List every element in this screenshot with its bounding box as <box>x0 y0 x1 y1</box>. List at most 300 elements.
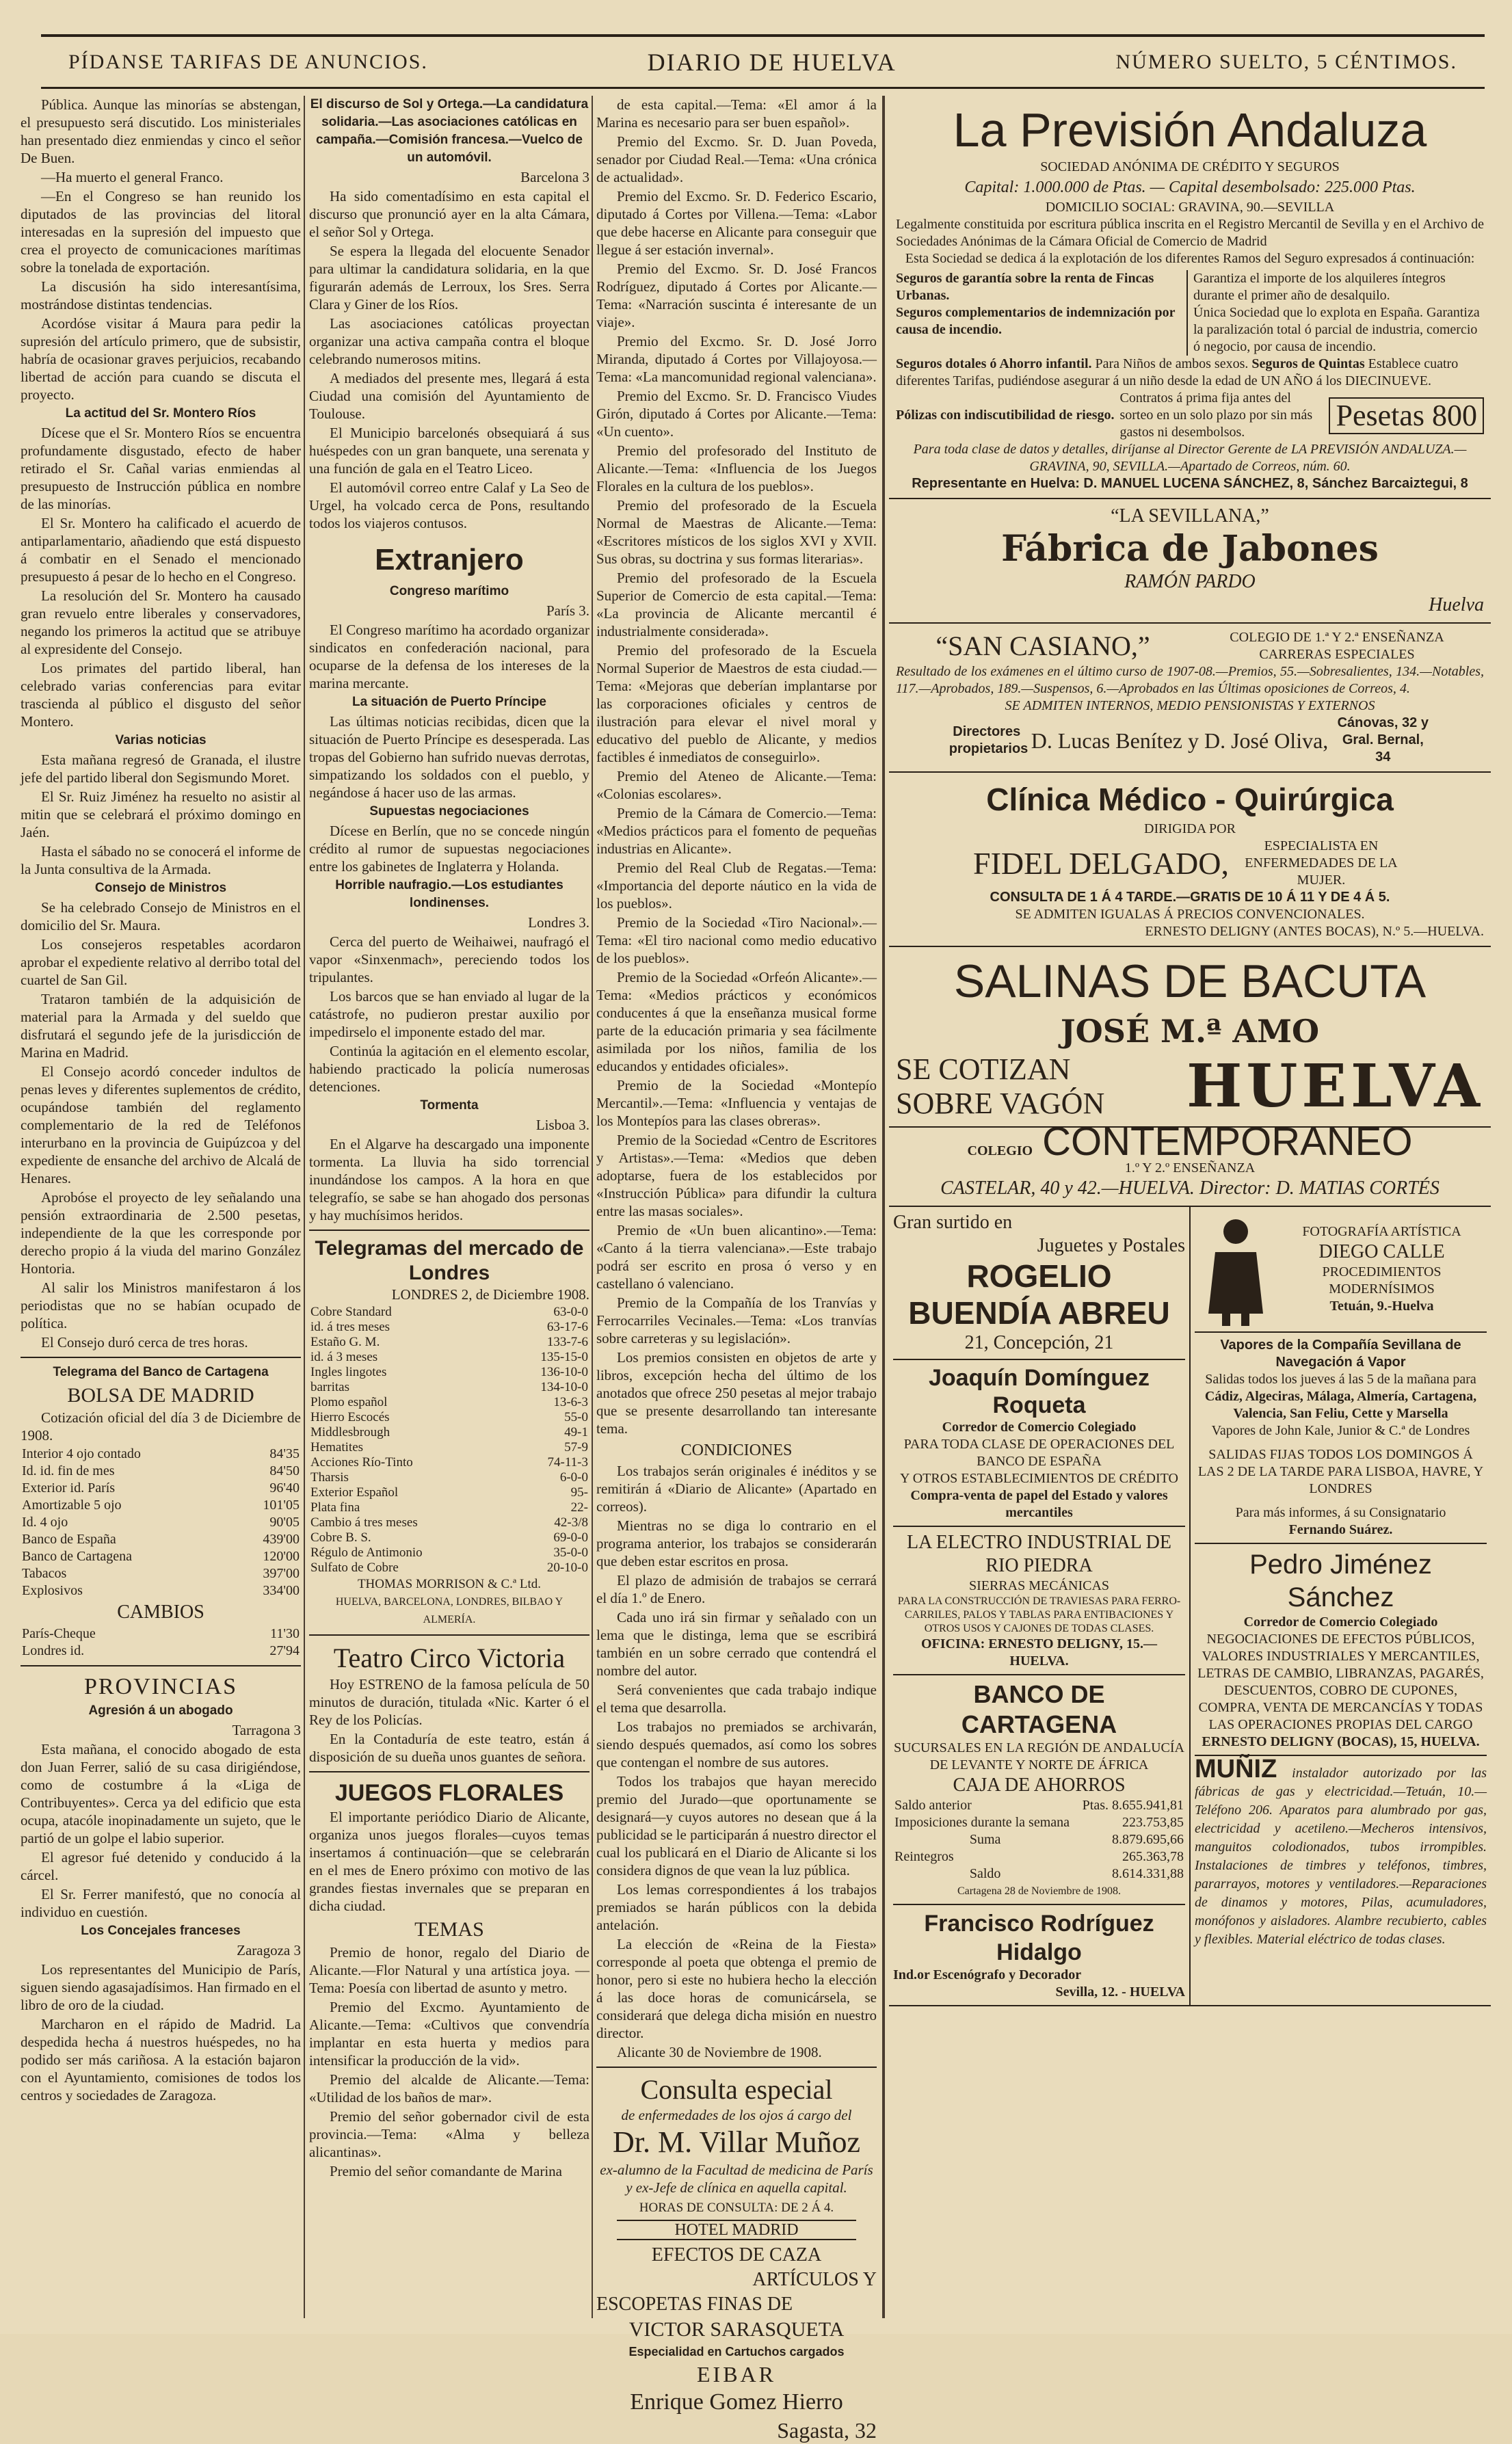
ad-text: OFICINA: ERNESTO DELIGNY, 15.—HUELVA. <box>920 1636 1158 1669</box>
row-label: Tabacos <box>22 1566 67 1581</box>
row-value: 55-0 <box>564 1410 588 1424</box>
ad-title: BANCO DE CARTAGENA <box>961 1680 1117 1738</box>
ad-pedro-jimenez <box>1195 1543 1487 1751</box>
ad-text: Salidas todos los jueves á las 5 de la mañana para <box>1205 1372 1476 1387</box>
table-row <box>309 1455 589 1470</box>
paragraph: —En el Congreso se han reunido los diputados de las provincias del litoral interesadas en la supresión del impuesto que crea el proyecto de comunicaciones marítimas sobre la tonelada de exportación. <box>21 188 301 276</box>
row-value: 90'05 <box>269 1515 300 1530</box>
ad-text: Cánovas, 32 y Gral. Bernal, 34 <box>1337 715 1429 765</box>
row-value: 95- <box>570 1485 588 1500</box>
table-row <box>309 1320 589 1335</box>
paragraph: Esta mañana, el conocido abogado de esta don Juan Ferrer, salió de su casa dirigiéndose, como de costumbre á la «Liga de Contribuyentes». Cerca ya del edificio que esta ocupa, atacóle inopinadamente un sujeto, que le partió de un golpe el labio superior. <box>21 1741 301 1846</box>
table-row <box>21 1625 301 1643</box>
ad-buendia <box>893 1211 1185 1355</box>
paragraph: Premio de «Un buen alicantino».—Tema: «Canto á la tierra valenciana».—Este trabajo podrá ser escrito en prosa ó verso y en castellano ó valenciano. <box>596 1222 877 1292</box>
table-row <box>21 1643 301 1660</box>
paragraph: Premio del señor comandante de Marina <box>330 2163 562 2179</box>
paragraph: Cada uno irá sin firmar y señalado con un lema que le distinga, lema que se escribirá también en un sobre cerrado que contendrá el nombre del autor. <box>596 1609 877 1679</box>
table-row <box>21 1565 301 1582</box>
cambios-table <box>21 1625 301 1660</box>
table-row <box>21 1548 301 1565</box>
paragraph: Todos los trabajos que hayan merecido premio del Jurado—que oportunamente se designará—y cuyos autores no desean que á la publicidad se le participarán á nuestro director el cual los publicará en el Diario de Alicante si los considera dignos de que vean la luz pública. <box>596 1773 877 1878</box>
row-value: 49-1 <box>564 1425 588 1439</box>
ad-rio-piedra <box>893 1526 1185 1670</box>
ad-la-sevillana <box>889 499 1491 624</box>
banco-table <box>893 1797 1185 1883</box>
ad-title: ROGELIO BUENDÍA ABREU <box>908 1258 1170 1331</box>
table-row <box>309 1470 589 1485</box>
ad-text: Huelva <box>1429 594 1484 615</box>
row-label: id. á 3 meses <box>310 1350 378 1364</box>
ad-text: Seguros complementarios de indemnización por causa de incendio. <box>896 304 1188 356</box>
provincias-title: PROVINCIAS <box>83 1674 238 1699</box>
paragraph: de esta capital.—Tema: «El amor á la Marina es necesario para ser buen español». <box>596 96 877 131</box>
ad-sagasta: Sagasta, 32 <box>777 2418 877 2443</box>
ad-text: CONSULTA DE 1 Á 4 TARDE.—GRATIS DE 10 Á 11 Y DE 4 Á 5. <box>990 890 1390 905</box>
paragraph: Hoy ESTRENO de la famosa película de 50 minutos de duración, titulada «Nic. Karter ó el Rey de los Policías. <box>309 1676 589 1728</box>
row-value: 439'00 <box>263 1532 300 1547</box>
ad-text: Ind.or Escenógrafo y Decorador <box>893 1967 1082 1982</box>
ad-text: Para Niños de ambos sexos. <box>1095 356 1249 371</box>
row-label: Acciones Río-Tinto <box>310 1455 413 1470</box>
paragraph: Marcharon en el rápido de Madrid. La despedida hecha á nuestros huéspedes, no ha podido ser más cariñosa. A la estación bajaron con el Ayuntamiento, comisiones de todos los centros y sociedades de Zaragoza. <box>21 2016 301 2103</box>
row-value: 101'05 <box>263 1498 300 1513</box>
paragraph: En la Contaduría de este teatro, están á disposición de su dueña unos guantes de señora. <box>309 1731 589 1765</box>
subheading: Consejo de Ministros <box>94 881 227 895</box>
paragraph: Premio de la Sociedad «Centro de Escritores y Artistas».—Tema: «Medios que deben adoptarse, fuera de los establecidos por «Instrucción Pública» para difundir la cultura entre las masas sociales». <box>596 1132 877 1219</box>
ad-consulta-sub: de enfermedades de los ojos á cargo del <box>621 2107 852 2123</box>
ad-title: LA ELECTRO INDUSTRIAL DE RIO PIEDRA <box>906 1532 1172 1576</box>
row-value: 8.879.695,66 <box>1112 1832 1184 1847</box>
paragraph: Se espera la llegada del elocuente Senador para ultimar la candidatura solidaria, en la que figurarán además de Lerroux, los Sres. Serra Clara y Giner de los Ríos. <box>309 243 589 313</box>
ad-text: Seguros dotales ó Ahorro infantil. <box>896 356 1092 371</box>
ad-text: Tetuán, 9.-Huelva <box>1329 1299 1434 1314</box>
paragraph: Dícese en Berlín, que no se concede ningún crédito al rumor de supuestas negociaciones entre los gabinetes de Inglaterra y Holanda. <box>309 823 589 875</box>
row-value: 397'00 <box>263 1566 300 1581</box>
paragraph: La discusión ha sido interesantísima, mostrándose distintas tendencias. <box>21 278 301 313</box>
paragraph: El Municipio barcelonés obsequiará á sus huéspedes con un gran banquete, una serenata y una función de gala en el Teatro Liceo. <box>309 425 589 477</box>
row-label: Banco de Cartagena <box>22 1549 133 1564</box>
row-value: 120'00 <box>263 1549 300 1564</box>
masthead-right: NÚMERO SUELTO, 5 CÉNTIMOS. <box>1115 50 1457 73</box>
paragraph: Los consejeros respetables acordaron aprobar el expediente relativo al derribo total del cuartel de San Gil. <box>21 936 301 988</box>
paragraph: En el Algarve ha descargado una imponente tormenta. La lluvia ha sido torrencial inundándose los campos. A la hora en que telegrafío, se sabe se han ahogado dos personas y hay muchísimos heridos. <box>309 1136 589 1223</box>
ad-text: Resultado de los exámenes en el último curso de 1907-08.—Premios, 55.—Sobresalientes, 134.—Notables, 117.—Aprobados, 189.—Suspensos, 6.—Aprobados en las Últimas oposiciones de Correos, 4. <box>896 664 1484 696</box>
ad-text: Establece cuatro diferentes Tarifas, pudiéndose asegurar á un niño desde la edad de UN AÑO á los DIECINUEVE. <box>896 356 1459 388</box>
ad-text: COLEGIO DE 1.ª Y 2.ª ENSEÑANZA <box>1230 630 1444 645</box>
paragraph: El Congreso marítimo ha acordado organizar sindicatos en confederación nacional, para ocuparse de la defensa de los intereses de la marina mercante. <box>309 622 589 691</box>
ad-text: Esta Sociedad se dedica á la explotación de los diferentes Ramos del Seguro expresados á continuación: <box>905 251 1475 266</box>
advertisements-column <box>889 96 1491 2318</box>
subheading: Agresión á un abogado <box>88 1703 233 1718</box>
ad-text: Representante en Huelva: D. MANUEL LUCENA SÁNCHEZ, 8, Sánchez Barcaiztegui, 8 <box>912 476 1468 491</box>
ad-text: FIDEL DELGADO, <box>973 845 1229 881</box>
paragraph: Premio del profesorado del Instituto de Alicante.—Tema: «Influencia de los Juegos Florales en la cultura de los pueblos». <box>596 442 877 494</box>
paragraph: Premio del Ateneo de Alicante.—Tema: «Colonias escolares». <box>596 768 877 802</box>
paragraph: El agresor fué detenido y conducido á la cárcel. <box>21 1849 301 1883</box>
paragraph: Pública. Aunque las minorías se abstengan, el presupuesto será discutido. Los ministeriales han presentado diez enmiendas y cinco el señor De Buen. <box>21 96 301 166</box>
paragraph: Premio del profesorado de la Escuela Normal de Maestras de Alicante.—Tema: «Escritores místicos de los siglos XVI y XVII. Sus obras, su doctrina y sus formas literarias». <box>596 497 877 567</box>
section-heading: Extranjero <box>375 543 524 576</box>
ad-text: D. Lucas Benítez y D. José Oliva, <box>1031 728 1329 753</box>
ad-text: NEGOCIACIONES DE EFECTOS PÚBLICOS, VALORES INDUSTRIALES Y MERCANTILES, LETRAS DE CAMBIO, LIBRANZAS, PAGARÉS, DESCUENTOS, COBRO DE CUPONES, COMPRA, VENTA DE MERCANCÍAS Y TODAS LAS OPERACIONES PROPIAS DEL CARGO <box>1197 1632 1484 1732</box>
paragraph: Premio de la Sociedad «Montepío Mercantil».—Tema: «Influencia y ventajas de los Montepíos para las clases obreras». <box>596 1077 877 1129</box>
table-row <box>21 1480 301 1497</box>
row-value: 136-10-0 <box>540 1365 588 1379</box>
dateline: Lisboa 3. <box>535 1117 589 1133</box>
row-label: Banco de España <box>22 1532 116 1547</box>
divider <box>309 1634 589 1636</box>
table-row <box>309 1545 589 1560</box>
paragraph: Premio de la Sociedad «Orfeón Alicante».—Tema: «Medios prácticos y económicos conducentes á que la enseñanza musical forme parte de la educación primaria y sea fácilmente asimilada por los niños, familia de los educandos y entidades oficiales». <box>596 969 877 1074</box>
row-label: Cobre Standard <box>310 1305 392 1319</box>
row-label: Explosivos <box>22 1583 83 1598</box>
paragraph: —Ha muerto el general Franco. <box>41 169 224 185</box>
ad-text: Cádiz, Algeciras, Málaga, Almería, Cartagena, Valencia, San Feliu, Cette y Marsella <box>1204 1389 1477 1421</box>
table-row <box>309 1410 589 1425</box>
ad-text: SE COTIZAN <box>896 1052 1071 1086</box>
ad-text: Corredor de Comercio Colegiado <box>942 1420 1137 1435</box>
ad-text: PARA TODA CLASE DE OPERACIONES DEL BANCO DE ESPAÑA <box>903 1437 1175 1469</box>
table-row <box>309 1335 589 1350</box>
paragraph: Se ha celebrado Consejo de Ministros en el domicilio del Sr. Maura. <box>21 899 301 933</box>
ad-doctor-name: Dr. M. Villar Muñoz <box>613 2125 860 2159</box>
ad-hotel: HOTEL MADRID <box>617 2220 856 2240</box>
table-row <box>309 1380 589 1395</box>
paragraph: Mientras no se diga lo contrario en el programa anterior, los trabajos se considerarán que deben estar escritos en prosa. <box>596 1517 877 1569</box>
ad-text: CAJA DE AHORROS <box>953 1775 1126 1796</box>
row-label: Tharsis <box>310 1470 349 1485</box>
column-1 <box>21 96 301 2318</box>
ad-text: SOCIEDAD ANÓNIMA DE CRÉDITO Y SEGUROS <box>1040 159 1340 174</box>
ad-text: Garantiza el importe de los alquileres íntegros durante el primer año de desalquilo. <box>1193 271 1446 303</box>
masthead-left: PÍDANSE TARIFAS DE ANUNCIOS. <box>68 50 428 73</box>
row-value: 57-9 <box>564 1440 588 1455</box>
paragraph: Los primates del partido liberal, han celebrado varias conferencias para evitar trascienda al público el disgusto del señor Montero. <box>21 660 301 730</box>
divider <box>21 1665 301 1666</box>
paragraph: Los trabajos no premiados se archivarán, siendo después quemados, así como los sobres que contengan el nombre de sus autores. <box>596 1718 877 1770</box>
ad-foto-calle <box>1195 1211 1487 1327</box>
ad-text: 21, Concepción, 21 <box>964 1332 1114 1353</box>
paragraph: Los lemas correspondientes á los trabajos premiados se harán públicos con la debida antelación. <box>596 1881 877 1933</box>
paragraph: Esta mañana regresó de Granada, el ilustre jefe del partido liberal don Segismundo Moret. <box>21 752 301 786</box>
paragraph: Al salir los Ministros manifestaron á los periodistas que no se habían ocupado de política. <box>21 1279 301 1331</box>
ad-text: DOMICILIO SOCIAL: GRAVINA, 90.—SEVILLA <box>1045 200 1335 215</box>
paragraph: Los representantes del Municipio de París, siguen siendo agasajadísimos. Han firmado en el libro de oro de la ciudad. <box>21 1961 301 2013</box>
table-row <box>309 1560 589 1576</box>
ad-title: CONTEMPORANEO <box>1042 1119 1413 1164</box>
paragraph: Premio del Excmo. Sr. D. Francisco Viudes Girón, diputado á Cortes por Alicante.—Tema: «Un cuento». <box>596 388 877 440</box>
ad-text: Cartagena 28 de Noviembre de 1908. <box>957 1885 1122 1897</box>
subheading: La situación de Puerto Príncipe <box>352 695 546 709</box>
ad-efectos: EFECTOS DE CAZA <box>651 2244 822 2266</box>
paragraph: Premio del Excmo. Sr. D. Federico Escario, diputado á Cortes por Villena.—Tema: «Labor que debe hacerse en Alicante para conseguir que llegue á ser estación invernal». <box>596 188 877 258</box>
row-value: 42-3/8 <box>554 1515 588 1530</box>
table-row <box>21 1514 301 1531</box>
table-row <box>21 1446 301 1463</box>
row-value: 223.753,85 <box>1122 1815 1184 1830</box>
paragraph: Premio del alcalde de Alicante.—Tema: «Utilidad de los baños de mar». <box>309 2071 589 2106</box>
row-label: Régulo de Antimonio <box>310 1545 423 1560</box>
table-row <box>21 1582 301 1599</box>
masthead <box>41 34 1485 89</box>
table-row <box>893 1831 1185 1848</box>
paragraph: Los premios consisten en objetos de arte y libros, excepción hecha del último de los anotados que ofrece 250 pesetas al mejor trabajo que se presente desarrollando tan interesante tema. <box>596 1349 877 1437</box>
row-label: Amortizable 5 ojo <box>22 1498 122 1513</box>
paragraph: Cerca del puerto de Weihaiwei, naufragó el vapor «Sinxenmach», pereciendo todos los tripulantes. <box>309 933 589 985</box>
ad-text: Pólizas con indiscutibilidad de riesgo. <box>896 408 1115 423</box>
column-divider <box>592 96 593 2318</box>
row-value: 96'40 <box>269 1480 300 1496</box>
table-row <box>21 1463 301 1480</box>
paragraph: El Consejo acordó conceder indultos de penas leves y diferentes suplementos de crédito, ocupándose también del reglamento complementario de la red de Teléfonos interurbano en la provincia de Guipúzcoa y del expediente de ensanche del archivo de Alcalá de Henares. <box>21 1063 301 1186</box>
subheading: Telegrama del Banco de Cartagena <box>53 1365 269 1379</box>
column-divider <box>882 96 885 2318</box>
ad-efectos: ESCOPETAS FINAS DE <box>596 2294 793 2315</box>
paragraph: Premio del Excmo. Sr. D. José Jorro Miranda, diputado á Cortes por Villajoyosa.—Tema: «La mancomunidad regional valenciana». <box>596 333 877 385</box>
ad-hierro: Enrique Gomez Hierro <box>630 2389 843 2415</box>
ad-muniz <box>1195 1755 1487 1948</box>
ad-text: Capital: 1.000.000 de Ptas. — Capital desembolsado: 225.000 Ptas. <box>964 178 1416 196</box>
ad-title: SALINAS DE BACUTA <box>953 955 1427 1007</box>
ad-text: Gran surtido en <box>893 1212 1013 1233</box>
ad-text: MODERNÍSIMOS <box>1329 1281 1435 1297</box>
divider <box>21 1357 301 1358</box>
ad-efectos: ARTÍCULOS Y <box>752 2269 877 2290</box>
paragraph: Premio del profesorado de la Escuela Normal Superior de Maestros de esta ciudad.—Tema: «Mejoras que deberían implantarse por las corporaciones oficiales y centros de ilustración para elevar el nivel moral y educativo del pueblo de Alicante, y medios factibles é inmediatos de conseguirlo». <box>596 642 877 765</box>
row-label: Sulfato de Cobre <box>310 1560 399 1575</box>
paragraph: A mediados del presente mes, llegará á esta Ciudad una comisión del Ayuntamiento de Toulouse. <box>309 370 589 422</box>
ad-contemporaneo <box>889 1119 1491 1207</box>
paragraph: Será convenientes que cada trabajo indique el tema que desarrolla. <box>596 1682 877 1716</box>
paragraph: Premio del Excmo. Ayuntamiento de Alicante.—Tema: «Cultivos que convendría implantar en esta huerta y medios para intensificar la producción de la vid». <box>309 1999 589 2069</box>
ad-text: CARRERAS ESPECIALES <box>1259 647 1415 662</box>
photographer-illustration-icon <box>1195 1211 1277 1327</box>
row-value: 27'94 <box>269 1643 300 1658</box>
telegrams-table <box>309 1305 589 1576</box>
column-2 <box>309 96 589 2318</box>
row-label: Interior 4 ojo contado <box>22 1446 141 1461</box>
table-row <box>309 1530 589 1545</box>
paragraph: Los barcos que se han enviado al lugar de la catástrofe, no pudieron prestar auxilio por impedirselo el imponente estado del mar. <box>309 988 589 1040</box>
paragraph: Premio de la Sociedad «Tiro Nacional».—Tema: «El tiro nacional como medio educativo de los pueblos». <box>596 914 877 966</box>
paragraph: El plazo de admisión de trabajos se cerrará el día 1.º de Enero. <box>596 1572 877 1606</box>
ad-title: “SAN CASIANO,” <box>936 630 1150 661</box>
telegrams-firm-cities: HUELVA, BARCELONA, LONDRES, BILBAO Y ALMERÍA. <box>335 1596 563 1625</box>
column-divider <box>304 96 305 2318</box>
row-value: 74-11-3 <box>547 1455 588 1470</box>
ad-title: MUÑIZ <box>1195 1755 1277 1783</box>
row-label: Exterior id. París <box>22 1480 116 1496</box>
divider <box>309 1230 589 1231</box>
row-label: Saldo anterior <box>894 1798 972 1813</box>
ad-text: ESPECIALISTA EN ENFERMEDADES DE LA MUJER. <box>1245 838 1398 888</box>
masthead-title: DIARIO DE HUELVA <box>647 48 897 76</box>
row-value: 11'30 <box>270 1626 300 1641</box>
table-row <box>309 1440 589 1455</box>
ad-text: Para más informes, á su Consignatario <box>1235 1505 1446 1520</box>
dateline: París 3. <box>546 602 589 619</box>
table-row <box>309 1350 589 1365</box>
ad-text: Legalmente constituida por escritura pública inscrita en el Registro Mercantil de Sevilla y en el Archivo de Sociedades Anónimas de la Cámara Oficial de Comercio de Madrid <box>896 217 1484 249</box>
row-value: 63-17-6 <box>546 1320 588 1334</box>
row-label: barritas <box>310 1380 349 1394</box>
ad-salinas <box>889 947 1491 1128</box>
dateline: Londres 3. <box>528 914 589 931</box>
ad-text: JOSÉ M.ª AMO <box>1060 1013 1320 1050</box>
paragraph: El automóvil correo entre Calaf y La Seo de Urgel, ha volcado cerca de Pons, resultando todos los viajeros contusos. <box>309 479 589 531</box>
row-value: 334'00 <box>263 1583 300 1598</box>
row-value: 63-0-0 <box>553 1305 588 1319</box>
ad-clinica <box>889 773 1491 947</box>
ad-title: Vapores de la Compañía Sevillana de Navegación á Vapor <box>1220 1338 1461 1370</box>
ad-consulta-title: Consulta especial <box>640 2074 833 2105</box>
ad-text: Y OTROS ESTABLECIMIENTOS DE CRÉDITO <box>900 1471 1178 1486</box>
paragraph: El Sr. Ruiz Jiménez ha resuelto no asistir al mitin que se celebrará el próximo domingo en Jaén. <box>21 788 301 840</box>
section-heading: CONDICIONES <box>680 1442 793 1459</box>
ad-text: DIRIGIDA POR <box>1144 821 1236 836</box>
paragraph: Alicante 30 de Noviembre de 1908. <box>617 2044 822 2060</box>
subheading: Varias noticias <box>115 733 207 747</box>
subheading: Supuestas negociaciones <box>369 804 529 819</box>
ad-text: instalador autorizado por las fábricas de gas y electricidad.—Tetuán, 10.—Teléfono 206. Aparatos para alumbrado por gas, electricidad y acetileno.—Mecheros intensivos, manguitos colodionados, tubos irrompibles. Instalaciones de timbres y teléfonos, timbres, pararrayos, motores y ventiladores.—Reparaciones de dinamos y motores, Pilas, acumuladores, monófonos y aisladores. Alambre recubierto, cables y flexibles. Material eléctrico de todas clases. <box>1195 1766 1487 1947</box>
ad-text: Corredor de Comercio Colegiado <box>1243 1615 1438 1630</box>
ad-text: Fernando Suárez. <box>1288 1522 1393 1537</box>
row-value: 84'35 <box>269 1446 300 1461</box>
paragraph: Dícese que el Sr. Montero Ríos se encuentra profundamente disgustado, efecto de haber retirado el Sr. Cañal varias enmiendas al presupuesto de Instrucción pública en nombre de las minorías. <box>21 425 301 512</box>
row-value: 134-10-0 <box>540 1380 588 1394</box>
paragraph: Premio de la Cámara de Comercio.—Tema: «Medios prácticos para el fomento de pequeñas industrias en Alicante». <box>596 805 877 857</box>
paragraph: Premio del Excmo. Sr. D. José Francos Rodríguez, diputado á Cortes por Alicante.—Tema: «Narración suscinta é interesante de un viaje». <box>596 261 877 330</box>
row-label: Id. id. fin de mes <box>22 1463 115 1478</box>
ad-title: Francisco Rodríguez Hidalgo <box>924 1911 1154 1965</box>
telegrams-firm: THOMAS MORRISON & C.ª Ltd. <box>357 1577 542 1591</box>
ad-san-casiano <box>889 624 1491 773</box>
ad-roqueta <box>893 1359 1185 1522</box>
subheading: Tormenta <box>420 1098 479 1113</box>
ad-text: Compra-venta de papel del Estado y valores mercantiles <box>910 1488 1168 1520</box>
row-value: 265.363,78 <box>1122 1849 1184 1864</box>
ad-doctor-sub: ex-alumno de la Facultad de medicina de París y ex-Jefe de clínica en aquella capital. <box>600 2162 873 2196</box>
subheading: La actitud del Sr. Montero Ríos <box>65 406 256 421</box>
ad-title: Fábrica de Jabones <box>1001 528 1379 570</box>
ad-banco-cartagena <box>893 1674 1185 1900</box>
ad-price: Pesetas 800 <box>1329 397 1484 434</box>
ad-text: PARA LA CONSTRUCCIÓN DE TRAVIESAS PARA FERRO-CARRILES, PALOS Y TABLAS PARA ENTIBACIONES Y OTROS USOS Y CAJONES DE TODAS CLASES. <box>897 1595 1181 1634</box>
section-heading: Teatro Circo Victoria <box>333 1643 566 1673</box>
paragraph: La elección de «Reina de la Fiesta» corresponde al poeta que obtenga el premio de honor, pero si este no hubiera hecho la elección á las doce horas de comunicársela, se considerará que delega dicha misión en nuestro director. <box>596 1936 877 2041</box>
ad-prevision-andaluza <box>889 96 1491 499</box>
row-value: Ptas. 8.655.941,81 <box>1082 1798 1184 1813</box>
ad-title: Clínica Médico - Quirúrgica <box>986 782 1394 817</box>
paragraph: Premio del Real Club de Regatas.—Tema: «Importancia del deporte náutico en la vida de los pueblos». <box>596 860 877 912</box>
section-heading: JUEGOS FLORALES <box>334 1780 564 1806</box>
row-value: 69-0-0 <box>553 1530 588 1545</box>
ad-text: SE ADMITEN INTERNOS, MEDIO PENSIONISTAS Y EXTERNOS <box>1005 698 1375 713</box>
ad-text: Directores propietarios <box>949 723 1029 756</box>
table-row <box>21 1497 301 1514</box>
dateline: Tarragona 3 <box>232 1722 301 1738</box>
subheading: Congreso marítimo <box>389 584 509 598</box>
table-row <box>309 1305 589 1320</box>
ad-text: Seguros de Quintas <box>1251 356 1365 371</box>
paragraph: Premio del profesorado de la Escuela Superior de Comercio de esta capital.—Tema: «La provincia de Alicante mercantil é industrialmente considerada». <box>596 570 877 639</box>
ad-text: Seguros de garantía sobre la renta de Fincas Urbanas. <box>896 270 1188 304</box>
paragraph: El Sr. Montero ha calificado el acuerdo de antiparlamentario, añadiendo que está dispuesto á combatir en el Senado el mencionado presupuesto á pesar de lo hecho en el Congreso. <box>21 515 301 585</box>
paragraph: Cotización oficial del día 3 de Diciembre de 1908. <box>21 1409 301 1444</box>
row-label: Londres id. <box>22 1643 85 1658</box>
paragraph: Las últimas noticias recibidas, dicen que la situación de Puerto Príncipe es desesperada. Las tropas del Gobierno han sufrido nuevas derrotas, simpatizando los soldados con el pueblo, y negándose á hacer uso de las armas. <box>309 713 589 801</box>
divider <box>596 2067 877 2068</box>
ad-title: Joaquín Domínguez Roqueta <box>929 1365 1150 1418</box>
row-label: Id. 4 ojo <box>22 1515 68 1530</box>
dateline: Zaragoza 3 <box>237 1942 301 1958</box>
paragraph: Premio de honor, regalo del Diario de Alicante.—Flor Natural y una artística joya. —Tema: Poesía con libertad de asunto y metro. <box>309 1944 589 1996</box>
ad-text: PROCEDIMIENTOS <box>1322 1264 1442 1279</box>
row-label: Estaño G. M. <box>310 1335 380 1349</box>
dateline: Barcelona 3 <box>520 169 589 185</box>
paragraph: Los trabajos serán originales é inéditos y se remitirán á «Diario de Alicante» (Apartado en correos). <box>596 1463 877 1515</box>
row-value: 135-15-0 <box>540 1350 588 1364</box>
column-3 <box>596 96 877 2443</box>
subheading: Los Concejales franceses <box>81 1924 241 1938</box>
paragraph: Premio del señor gobernador civil de esta provincia.—Tema: «Alma y belleza alicantinas». <box>309 2108 589 2160</box>
row-label: Cambio á tres meses <box>310 1515 418 1530</box>
ad-eibar: EIBAR <box>697 2362 776 2387</box>
row-label: Saldo <box>969 1866 1001 1881</box>
paragraph: La resolución del Sr. Montero ha causado gran revuelo entre liberales y conservadores, negando los primeros la actitud que se atribuye al expresidente del Consejo. <box>21 587 301 657</box>
row-value: 8.614.331,88 <box>1112 1866 1184 1881</box>
paragraph: Premio del Excmo. Sr. D. Juan Poveda, senador por Ciudad Real.—Tema: «Una crónica de actualidad». <box>596 133 877 185</box>
row-label: Plomo español <box>310 1395 388 1409</box>
row-value: 6-0-0 <box>559 1470 588 1485</box>
ad-text: RAMÓN PARDO <box>1124 571 1256 592</box>
ad-text: COLEGIO <box>967 1143 1033 1158</box>
row-value: 35-0-0 <box>553 1545 588 1560</box>
row-label: Hematites <box>310 1440 364 1455</box>
ad-text: Juguetes y Postales <box>1037 1235 1185 1256</box>
paragraph: El Consejo duró cerca de tres horas. <box>41 1334 248 1351</box>
ad-hidalgo <box>893 1904 1185 2001</box>
telegrams-title: Telegramas del mercado de Londres <box>315 1237 584 1284</box>
ad-vapores <box>1195 1331 1487 1539</box>
row-label: Suma <box>969 1832 1001 1847</box>
paragraph: Hasta el sábado no se conocerá el informe de la Junta consultiva de la Armada. <box>21 843 301 877</box>
row-label: Ingles lingotes <box>310 1365 387 1379</box>
ad-text: ERNESTO DELIGNY (ANTES BOCAS), N.º 5.—HUELVA. <box>1145 924 1484 939</box>
ad-title: La Previsión Andaluza <box>953 103 1427 157</box>
ad-hours: HORAS DE CONSULTA: DE 2 Á 4. <box>639 2201 834 2215</box>
paragraph: El Sr. Ferrer manifestó, que no conocía al individuo en cuestión. <box>21 1886 301 1920</box>
row-value: 84'50 <box>269 1463 300 1478</box>
paragraph: Continúa la agitación en el elemento escolar, habiendo practicado la policía numerosas detenciones. <box>309 1043 589 1095</box>
ad-text: SE ADMITEN IGUALAS Á PRECIOS CONVENCIONALES. <box>1015 907 1365 922</box>
table-row <box>893 1865 1185 1883</box>
ad-text: HUELVA <box>1186 1052 1484 1121</box>
ad-title: DIEGO CALLE <box>1318 1241 1445 1262</box>
paragraph: Trataron también de la adquisición de material para la Armada y del sueldo que disfrutará el segundo jefe de la jurisdicción de Marina en Madrid. <box>21 991 301 1061</box>
table-row <box>309 1500 589 1515</box>
subheading: Horrible naufragio.—Los estudiantes londinenses. <box>335 878 563 910</box>
ad-row <box>889 1207 1491 2006</box>
row-label: París-Cheque <box>22 1626 96 1641</box>
ad-sarasqueta: VICTOR SARASQUETA <box>628 2318 845 2341</box>
paragraph: Las asociaciones católicas proyectan organizar una activa campaña contra el bloque celebrando numerosos mitins. <box>309 315 589 367</box>
row-label: Reintegros <box>894 1849 954 1864</box>
row-label: Cobre B. S. <box>310 1530 371 1545</box>
ad-text: 1.º Y 2.º ENSEÑANZA <box>1124 1160 1256 1175</box>
ad-text: “LA SEVILLANA,” <box>1111 505 1269 527</box>
